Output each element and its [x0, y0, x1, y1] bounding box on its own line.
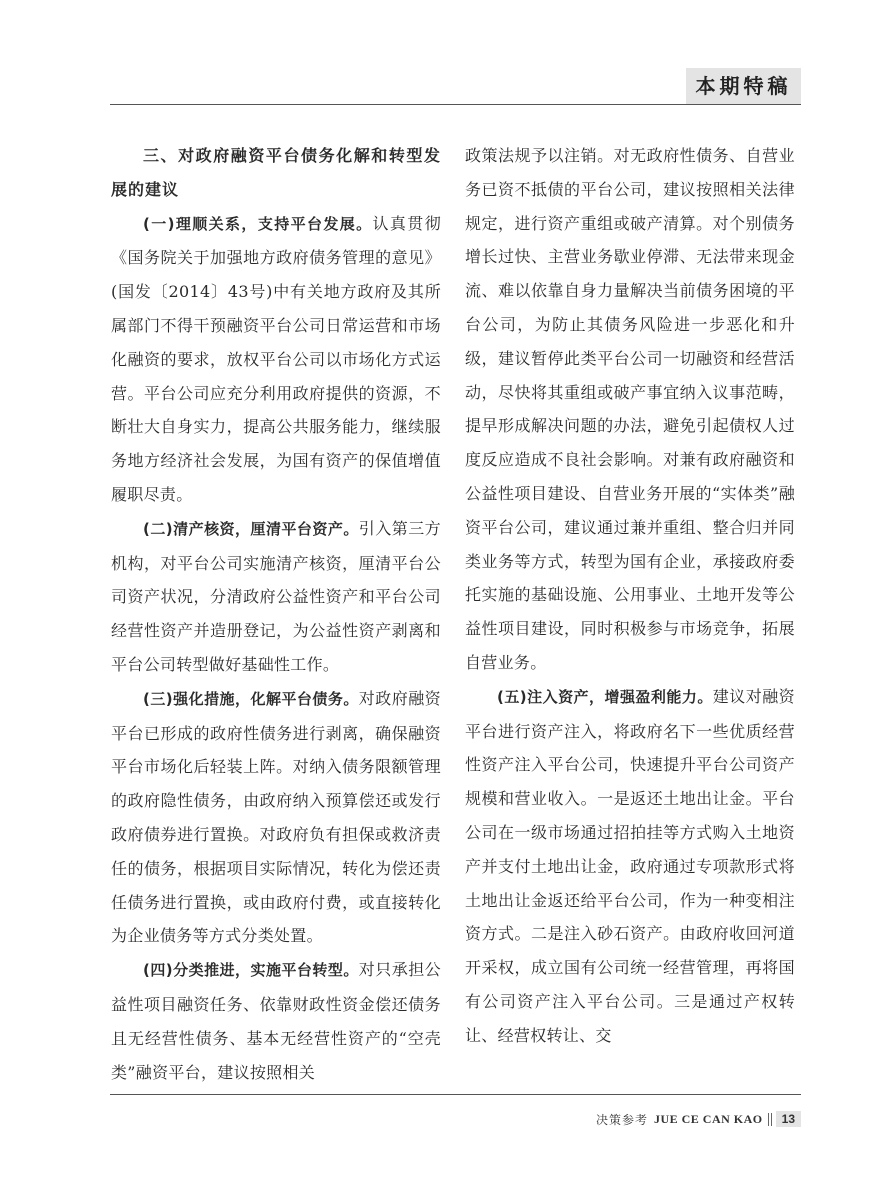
- paragraph-3-lead: (三)强化措施，化解平台债务。: [143, 689, 359, 708]
- paragraph-4: [111, 953, 441, 1089]
- paragraph-3: [111, 682, 441, 953]
- paragraph-5-lead: (五)注入资产，增强盈利能力。: [497, 687, 713, 706]
- paragraph-2-lead: (二)清产核资，厘清平台资产。: [143, 519, 359, 538]
- header-rule: [110, 104, 801, 105]
- paragraph-2-body: 引入第三方机构，对平台公司实施清产核资，厘清平台公司资产状况，分清政府公益性资产和平台公司经营性资产并造册登记，为公益性资产剥离和平台公司转型做好基础性工作。: [111, 518, 441, 674]
- right-column: [465, 139, 795, 1053]
- section-heading: 三、对政府融资平台债务化解和转型发展的建议: [111, 146, 441, 199]
- paragraph-3-body: 对政府融资平台已形成的政府性债务进行剥离，确保融资平台市场化后轻装上阵。对纳入债务限额管理的政府隐性债务，由政府纳入预算偿还或发行政府债券进行置换。对政府负有担保或救济责任的债务，根据项目实际情况，转化为偿还责任债务进行置换，或由政府付费，或直接转化为企业债务等方式分类处置。: [111, 688, 441, 946]
- page-number: 13: [776, 1111, 801, 1127]
- section-tag: 本期特稿: [686, 68, 801, 104]
- magazine-latin-name: JUE CE CAN KAO: [653, 1111, 763, 1126]
- paragraph-4-continued: 政策法规予以注销。对无政府性债务、自营业务已资不抵债的平台公司，建议按照相关法律规定，进行资产重组或破产清算。对个别债务增长过快、主营业务歇业停滞、无法带来现金流、难以依靠自身力量解决当前债务困境的平台公司，为防止其债务风险进一步恶化和升级，建议暂停此类平台公司一切融资和经营活动，尽快将其重组或破产事宜纳入议事范畴，提早形成解决问题的办法，避免引起债权人过度反应造成不良社会影响。对兼有政府融资和公益性项目建设、自营业务开展的“实体类”融资平台公司，建议通过兼并重组、整合归并同类业务等方式，转型为国有企业，承接政府委托实施的基础设施、公用事业、土地开发等公益性项目建设，同时积极参与市场竞争，拓展自营业务。: [465, 146, 795, 672]
- paragraph-2: [111, 512, 441, 682]
- magazine-name: 决策参考: [595, 1112, 648, 1127]
- paragraph-5-body: 建议对融资平台进行资产注入，将政府名下一些优质经营性资产注入平台公司，快速提升平台公司资产规模和营业收入。一是返还土地出让金。平台公司在一级市场通过招拍挂等方式购入土地资产并支付土地出让金，政府通过专项款形式将土地出让金返还给平台公司，作为一种变相注资方式。二是注入砂石资产。由政府收回河道开采权，成立国有公司统一经营管理，再将国有公司资产注入平台公司。三是通过产权转让、经营权转让、交: [465, 686, 795, 1045]
- left-column: [111, 139, 441, 1089]
- footer-rule: [110, 1094, 801, 1095]
- paragraph-1: [111, 207, 441, 512]
- paragraph-1-lead: (一)理顺关系，支持平台发展。: [143, 214, 373, 233]
- paragraph-1-body: 认真贯彻《国务院关于加强地方政府债务管理的意见》(国发〔2014〕43号)中有关地方政府及其所属部门不得干预融资平台公司日常运营和市场化融资的要求，放权平台公司以市场化方式运营。平台公司应充分利用政府提供的资源，不断壮大自身实力，提高公共服务能力，继续服务地方经济社会发展，为国有资产的保值增值履职尽责。: [111, 213, 441, 504]
- paragraph-5: [465, 680, 795, 1053]
- paragraph-4-lead: (四)分类推进，实施平台转型。: [143, 961, 359, 980]
- page-footer: [560, 1108, 801, 1130]
- footer-separator: [768, 1113, 772, 1126]
- paragraph-4-body: 对只承担公益性项目融资任务、依靠财政性资金偿还债务且无经营性债务、基本无经营性资产的“空壳类”融资平台，建议按照相关: [111, 960, 441, 1082]
